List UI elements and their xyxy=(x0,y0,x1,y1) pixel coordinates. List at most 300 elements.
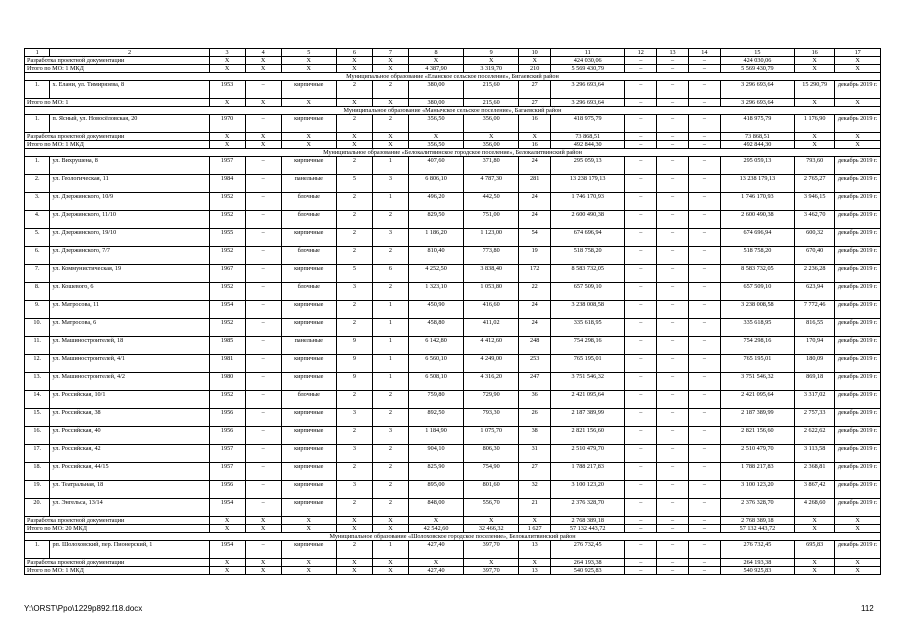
building-cell: 895,00 xyxy=(408,481,463,499)
total-cell: X xyxy=(795,517,835,525)
building-cell: – xyxy=(657,211,689,229)
building-cell: 24 xyxy=(519,193,551,211)
municipality-heading: Муниципальное образование «Еланское сельское поселение», Бигаевский район xyxy=(25,73,881,81)
building-cell: 38 xyxy=(519,427,551,445)
building-cell: 2 xyxy=(336,391,372,409)
building-cell: 32 xyxy=(519,481,551,499)
total-cell: 540 925,83 xyxy=(551,567,625,575)
building-cell: 829,50 xyxy=(408,211,463,229)
deadline-cell: декабрь 2019 г. xyxy=(835,157,881,175)
total-cell: – xyxy=(688,133,720,141)
building-cell: кирпичные xyxy=(281,115,336,133)
building-cell: 1985 xyxy=(209,337,245,355)
building-cell: 356,00 xyxy=(464,115,519,133)
total-cell: X xyxy=(519,559,551,567)
building-cell: – xyxy=(245,193,281,211)
total-cell: – xyxy=(657,559,689,567)
total-row xyxy=(25,559,881,567)
building-cell: 380,00 xyxy=(408,81,463,99)
row-number: 4. xyxy=(25,211,50,229)
total-cell: 57 132 443,72 xyxy=(720,525,794,533)
building-address: ул. Машиностроителей, 4/1 xyxy=(50,355,209,373)
building-cell: 2 xyxy=(372,391,408,409)
register-table-page xyxy=(24,48,881,575)
total-cell: X xyxy=(245,517,281,525)
building-address: ул. Российская, 42 xyxy=(50,445,209,463)
deadline-cell: декабрь 2019 г. xyxy=(835,481,881,499)
building-cell: 2 xyxy=(336,541,372,559)
total-cell: – xyxy=(688,65,720,73)
building-cell: 5 xyxy=(336,265,372,283)
total-cell: 13 xyxy=(519,567,551,575)
building-cell: 3 238 008,58 xyxy=(720,301,794,319)
building-cell: – xyxy=(245,115,281,133)
building-cell: 15 290,79 xyxy=(795,81,835,99)
building-row xyxy=(25,409,881,427)
total-cell: X xyxy=(795,141,835,149)
column-number-cell: 4 xyxy=(245,49,281,57)
total-cell: X xyxy=(336,57,372,65)
building-address: п. Ясный, ул. Новосёловская, 20 xyxy=(50,115,209,133)
building-cell: – xyxy=(245,481,281,499)
building-address: ул. Машиностроителей, 18 xyxy=(50,337,209,355)
building-cell: – xyxy=(625,157,657,175)
building-cell: 2 421 095,64 xyxy=(551,391,625,409)
building-cell: 4 787,30 xyxy=(464,175,519,193)
building-cell: 2 xyxy=(336,193,372,211)
building-cell: – xyxy=(657,175,689,193)
building-cell: 6 560,10 xyxy=(408,355,463,373)
building-cell: – xyxy=(245,499,281,517)
building-cell: – xyxy=(625,409,657,427)
building-cell: – xyxy=(245,337,281,355)
building-cell: 2 xyxy=(336,247,372,265)
total-cell: X xyxy=(209,525,245,533)
building-cell: 2 xyxy=(372,499,408,517)
building-cell: 1956 xyxy=(209,481,245,499)
total-cell: X xyxy=(795,65,835,73)
building-cell: 518 758,20 xyxy=(551,247,625,265)
building-cell: 2 376 328,70 xyxy=(720,499,794,517)
total-cell: 16 xyxy=(519,141,551,149)
row-number: 18. xyxy=(25,463,50,481)
building-cell: – xyxy=(625,445,657,463)
total-cell: – xyxy=(625,567,657,575)
building-cell: 295 059,13 xyxy=(551,157,625,175)
building-cell: 3 xyxy=(336,481,372,499)
total-cell: X xyxy=(835,141,881,149)
building-row xyxy=(25,157,881,175)
building-cell: 281 xyxy=(519,175,551,193)
total-cell: – xyxy=(657,567,689,575)
building-cell: – xyxy=(245,81,281,99)
total-cell: X xyxy=(209,133,245,141)
total-cell: X xyxy=(336,567,372,575)
total-cell: 380,00 xyxy=(408,99,463,107)
building-cell: – xyxy=(625,115,657,133)
building-cell: кирпичные xyxy=(281,373,336,391)
building-address: ул. Коммунистическая, 19 xyxy=(50,265,209,283)
row-number: 10. xyxy=(25,319,50,337)
building-cell: 1 186,20 xyxy=(408,229,463,247)
building-cell: 1 xyxy=(372,355,408,373)
building-cell: 3 751 546,32 xyxy=(720,373,794,391)
row-number: 16. xyxy=(25,427,50,445)
building-cell: – xyxy=(245,391,281,409)
building-cell: – xyxy=(245,175,281,193)
building-cell: – xyxy=(657,463,689,481)
building-cell: – xyxy=(245,229,281,247)
total-cell: X xyxy=(835,65,881,73)
page-number: 112 xyxy=(861,604,874,613)
building-cell: – xyxy=(657,337,689,355)
building-cell: 26 xyxy=(519,409,551,427)
building-cell: 9 xyxy=(336,337,372,355)
total-cell: X xyxy=(245,65,281,73)
building-cell: – xyxy=(245,373,281,391)
deadline-cell: декабрь 2019 г. xyxy=(835,541,881,559)
building-cell: 2 376 328,70 xyxy=(551,499,625,517)
total-row xyxy=(25,517,881,525)
building-cell: 3 100 123,20 xyxy=(551,481,625,499)
building-cell: 1957 xyxy=(209,157,245,175)
column-number-cell: 12 xyxy=(625,49,657,57)
building-cell: – xyxy=(245,319,281,337)
building-cell: кирпичные xyxy=(281,157,336,175)
total-cell: – xyxy=(625,517,657,525)
deadline-cell: декабрь 2019 г. xyxy=(835,211,881,229)
building-cell: 556,70 xyxy=(464,499,519,517)
building-cell: 1 xyxy=(372,193,408,211)
municipality-heading-row xyxy=(25,149,881,157)
total-cell: – xyxy=(625,99,657,107)
building-cell: – xyxy=(657,193,689,211)
total-cell: 424 030,06 xyxy=(551,57,625,65)
building-cell: 8 583 732,05 xyxy=(720,265,794,283)
column-number-cell: 5 xyxy=(281,49,336,57)
total-cell: – xyxy=(657,525,689,533)
building-cell: 1 xyxy=(372,301,408,319)
total-row xyxy=(25,99,881,107)
total-cell: 2 768 389,18 xyxy=(551,517,625,525)
total-label: Разработка проектной документации xyxy=(25,133,210,141)
building-cell: 248 xyxy=(519,337,551,355)
building-cell: 13 xyxy=(519,541,551,559)
building-cell: 215,60 xyxy=(464,81,519,99)
total-cell: 73 868,51 xyxy=(720,133,794,141)
deadline-cell: декабрь 2019 г. xyxy=(835,391,881,409)
total-cell: X xyxy=(245,133,281,141)
total-cell: X xyxy=(336,525,372,533)
building-cell: – xyxy=(688,193,720,211)
total-cell: X xyxy=(795,99,835,107)
deadline-cell: декабрь 2019 г. xyxy=(835,301,881,319)
building-cell: – xyxy=(688,319,720,337)
building-cell: 1 xyxy=(372,541,408,559)
building-cell: – xyxy=(688,391,720,409)
row-number: 8. xyxy=(25,283,50,301)
building-cell: 276 732,45 xyxy=(720,541,794,559)
building-cell: – xyxy=(625,391,657,409)
building-cell: 276 732,45 xyxy=(551,541,625,559)
building-cell: – xyxy=(245,211,281,229)
total-cell: X xyxy=(372,517,408,525)
building-cell: 295 059,13 xyxy=(720,157,794,175)
total-cell: 42 542,60 xyxy=(408,525,463,533)
total-cell: X xyxy=(464,517,519,525)
building-cell: 2 xyxy=(372,409,408,427)
building-cell: кирпичные xyxy=(281,409,336,427)
total-cell: X xyxy=(336,133,372,141)
total-cell: – xyxy=(657,133,689,141)
total-cell: 397,70 xyxy=(464,567,519,575)
building-cell: 1952 xyxy=(209,193,245,211)
building-cell: – xyxy=(657,445,689,463)
deadline-cell: декабрь 2019 г. xyxy=(835,445,881,463)
building-cell: 1 788 217,83 xyxy=(551,463,625,481)
building-cell: 54 xyxy=(519,229,551,247)
building-cell: блочные xyxy=(281,391,336,409)
building-cell: – xyxy=(657,283,689,301)
building-cell: 2 187 389,99 xyxy=(720,409,794,427)
building-cell: 1952 xyxy=(209,391,245,409)
building-cell: – xyxy=(625,541,657,559)
row-number: 2. xyxy=(25,175,50,193)
total-cell: X xyxy=(372,141,408,149)
total-cell: X xyxy=(464,559,519,567)
building-cell: 1 xyxy=(372,319,408,337)
building-cell: 170,94 xyxy=(795,337,835,355)
building-cell: – xyxy=(688,301,720,319)
building-address: ул. Вихрушена, 8 xyxy=(50,157,209,175)
building-cell: кирпичные xyxy=(281,229,336,247)
building-cell: 2 421 095,64 xyxy=(720,391,794,409)
total-cell: X xyxy=(372,559,408,567)
row-number: 9. xyxy=(25,301,50,319)
building-cell: 1952 xyxy=(209,211,245,229)
building-cell: 5 xyxy=(336,175,372,193)
building-cell: 3 100 123,20 xyxy=(720,481,794,499)
building-cell: 3 462,70 xyxy=(795,211,835,229)
building-cell: 1 746 170,93 xyxy=(551,193,625,211)
building-cell: 2 xyxy=(336,81,372,99)
total-cell: 356,00 xyxy=(464,141,519,149)
building-cell: 9 xyxy=(336,373,372,391)
total-cell: X xyxy=(795,133,835,141)
building-cell: 904,10 xyxy=(408,445,463,463)
row-number: 20. xyxy=(25,499,50,517)
total-cell: – xyxy=(625,133,657,141)
total-cell: X xyxy=(372,525,408,533)
building-cell: панельные xyxy=(281,175,336,193)
column-number-cell: 6 xyxy=(336,49,372,57)
deadline-cell: декабрь 2019 г. xyxy=(835,373,881,391)
building-address: ул. Дзержинского, 10/9 xyxy=(50,193,209,211)
building-address: х. Елани, ул. Тимирязева, 8 xyxy=(50,81,209,99)
building-cell: панельные xyxy=(281,337,336,355)
building-row xyxy=(25,81,881,99)
building-cell: кирпичные xyxy=(281,265,336,283)
building-cell: 3 xyxy=(372,427,408,445)
column-number-cell: 1 xyxy=(25,49,50,57)
building-cell: – xyxy=(688,157,720,175)
total-cell: X xyxy=(336,517,372,525)
total-cell: – xyxy=(657,99,689,107)
building-cell: 848,00 xyxy=(408,499,463,517)
building-cell: 2 xyxy=(336,499,372,517)
building-cell: 806,30 xyxy=(464,445,519,463)
total-cell: X xyxy=(209,141,245,149)
building-cell: 2 600 490,38 xyxy=(551,211,625,229)
total-label: Разработка проектной документации xyxy=(25,517,210,525)
total-cell: – xyxy=(657,65,689,73)
building-address: ул. Кошевого, 6 xyxy=(50,283,209,301)
building-cell: 1984 xyxy=(209,175,245,193)
building-cell: – xyxy=(625,319,657,337)
total-cell: X xyxy=(281,57,336,65)
building-cell: блочные xyxy=(281,211,336,229)
building-cell: 1980 xyxy=(209,373,245,391)
row-number: 11. xyxy=(25,337,50,355)
building-cell: 1954 xyxy=(209,301,245,319)
building-cell: 3 238 008,58 xyxy=(551,301,625,319)
building-cell: – xyxy=(688,445,720,463)
building-cell: 3 867,42 xyxy=(795,481,835,499)
building-cell: 411,02 xyxy=(464,319,519,337)
building-cell: 335 618,95 xyxy=(551,319,625,337)
total-cell: X xyxy=(209,57,245,65)
total-cell: X xyxy=(245,559,281,567)
building-address: ул. Российская, 10/1 xyxy=(50,391,209,409)
building-cell: 1970 xyxy=(209,115,245,133)
deadline-cell: декабрь 2019 г. xyxy=(835,247,881,265)
total-cell: – xyxy=(625,559,657,567)
row-number: 12. xyxy=(25,355,50,373)
total-cell: – xyxy=(688,99,720,107)
total-cell: X xyxy=(372,133,408,141)
total-cell: X xyxy=(408,57,463,65)
total-cell: X xyxy=(835,133,881,141)
total-cell: X xyxy=(408,133,463,141)
building-cell: 765 195,01 xyxy=(551,355,625,373)
building-cell: 793,60 xyxy=(795,157,835,175)
municipality-heading: Муниципальное образование «Манычское сельское поселение», Багаевский район xyxy=(25,107,881,115)
building-cell: кирпичные xyxy=(281,355,336,373)
building-cell: 1956 xyxy=(209,427,245,445)
building-cell: 1 053,80 xyxy=(464,283,519,301)
building-cell: 2 765,27 xyxy=(795,175,835,193)
building-cell: 6 142,80 xyxy=(408,337,463,355)
building-cell: 2 236,28 xyxy=(795,265,835,283)
total-cell: X xyxy=(795,567,835,575)
building-cell: 801,60 xyxy=(464,481,519,499)
building-cell: 670,40 xyxy=(795,247,835,265)
row-number: 7. xyxy=(25,265,50,283)
building-cell: кирпичные xyxy=(281,463,336,481)
building-cell: 2 821 156,60 xyxy=(551,427,625,445)
deadline-cell: декабрь 2019 г. xyxy=(835,337,881,355)
building-cell: 1955 xyxy=(209,229,245,247)
column-number-cell: 15 xyxy=(720,49,794,57)
total-cell: X xyxy=(281,559,336,567)
deadline-cell: декабрь 2019 г. xyxy=(835,175,881,193)
building-cell: 695,83 xyxy=(795,541,835,559)
building-cell: 2 600 490,38 xyxy=(720,211,794,229)
deadline-cell: декабрь 2019 г. xyxy=(835,427,881,445)
building-cell: 172 xyxy=(519,265,551,283)
building-cell: – xyxy=(245,541,281,559)
total-row xyxy=(25,525,881,533)
building-row xyxy=(25,373,881,391)
building-cell: – xyxy=(625,481,657,499)
total-cell: X xyxy=(209,517,245,525)
building-cell: 1 176,90 xyxy=(795,115,835,133)
building-cell: 1956 xyxy=(209,409,245,427)
row-number: 1. xyxy=(25,157,50,175)
building-cell: 1 184,90 xyxy=(408,427,463,445)
total-cell: 5 569 430,79 xyxy=(551,65,625,73)
building-cell: 4 268,60 xyxy=(795,499,835,517)
building-cell: 1 xyxy=(372,373,408,391)
building-cell: 371,80 xyxy=(464,157,519,175)
building-cell: – xyxy=(688,175,720,193)
row-number: 14. xyxy=(25,391,50,409)
building-cell: 24 xyxy=(519,301,551,319)
total-cell: X xyxy=(336,99,372,107)
building-row xyxy=(25,427,881,445)
building-cell: 458,80 xyxy=(408,319,463,337)
building-cell: 1981 xyxy=(209,355,245,373)
building-cell: – xyxy=(688,229,720,247)
total-cell: – xyxy=(688,567,720,575)
building-cell: – xyxy=(688,373,720,391)
building-address: ул. Машиностроителей, 4/2 xyxy=(50,373,209,391)
total-row xyxy=(25,65,881,73)
building-cell: – xyxy=(688,115,720,133)
building-cell: 1957 xyxy=(209,463,245,481)
building-cell: 816,55 xyxy=(795,319,835,337)
building-cell: – xyxy=(657,391,689,409)
municipality-heading: Муниципальное образование «Белокалитвинское городское поселение», Белокалитвинский район xyxy=(25,149,881,157)
total-cell: – xyxy=(688,57,720,65)
building-cell: кирпичные xyxy=(281,499,336,517)
building-cell: 407,60 xyxy=(408,157,463,175)
building-cell: 2 xyxy=(372,481,408,499)
building-row xyxy=(25,115,881,133)
row-number: 19. xyxy=(25,481,50,499)
total-cell: X xyxy=(519,517,551,525)
building-cell: – xyxy=(657,229,689,247)
building-row xyxy=(25,211,881,229)
building-cell: 4 412,60 xyxy=(464,337,519,355)
building-cell: – xyxy=(657,541,689,559)
building-cell: – xyxy=(245,427,281,445)
total-label: Итого по МО: 20 МКД xyxy=(25,525,210,533)
building-cell: 3 317,02 xyxy=(795,391,835,409)
building-cell: 2 xyxy=(336,319,372,337)
building-cell: 6 508,10 xyxy=(408,373,463,391)
total-cell: X xyxy=(835,525,881,533)
total-cell: X xyxy=(835,57,881,65)
total-cell: X xyxy=(209,99,245,107)
building-cell: 2 xyxy=(372,247,408,265)
column-number-cell: 9 xyxy=(464,49,519,57)
building-cell: – xyxy=(657,499,689,517)
building-cell: 450,90 xyxy=(408,301,463,319)
total-cell: X xyxy=(336,559,372,567)
building-cell: 36 xyxy=(519,391,551,409)
building-cell: 2 xyxy=(372,81,408,99)
